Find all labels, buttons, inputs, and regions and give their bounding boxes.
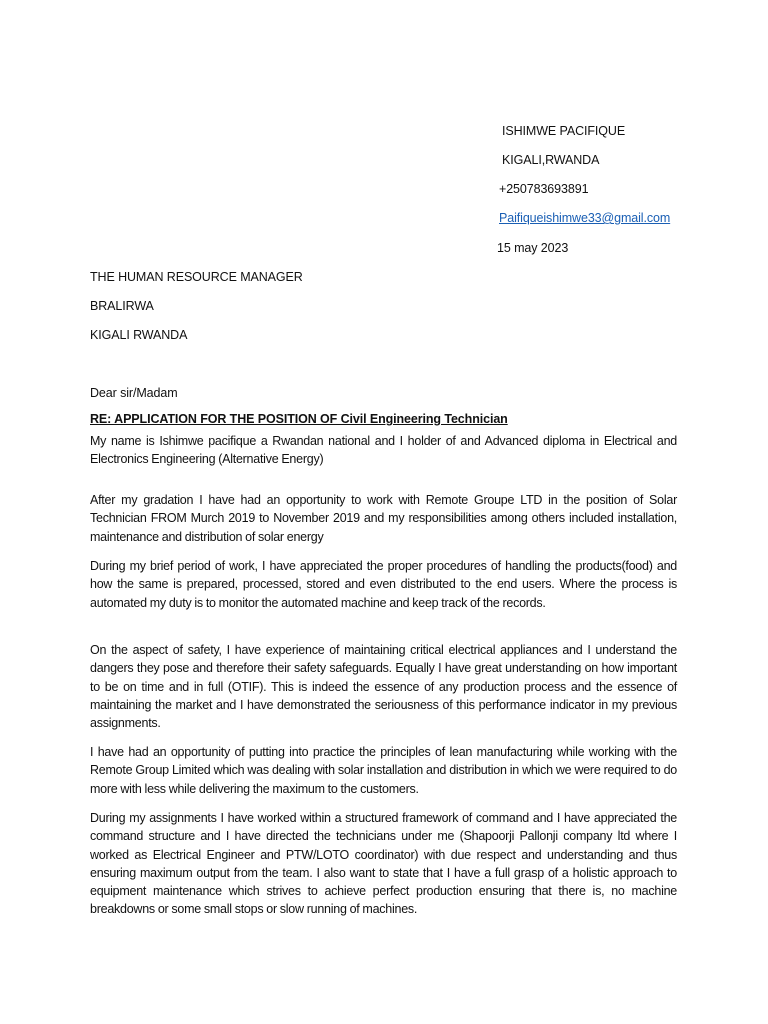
sender-city: KIGALI,RWANDA [502, 153, 600, 167]
sender-email-link[interactable]: Paifiqueishimwe33@gmail.com [499, 211, 671, 225]
sender-email-wrap [499, 210, 670, 226]
sender-phone: +250783693891 [499, 182, 589, 196]
body-paragraph: During my brief period of work, I have appreciated the proper procedures of handling the products(food) and how the same is prepared, processed, stored and even distributed to the end users. Where the process is automated my duty is to monitor the automated machine and keep track of the records. [90, 559, 677, 610]
sender-name: ISHIMWE PACIFIQUE [502, 124, 626, 138]
salutation: Dear sir/Madam [90, 386, 178, 400]
body-paragraph: On the aspect of safety, I have experience of maintaining critical electrical appliances and I understand the dangers they pose and therefore their safety safeguards. Equally I have great understanding on how important to be on time and in full (OTIF). This is indeed the essence of any production process and the essence of maintaining the market and I have demonstrated the seriousness of this performance indicator in my previous assignments. [90, 643, 677, 731]
letter-date: 15 may 2023 [497, 241, 569, 255]
body-paragraph: My name is Ishimwe pacifique a Rwandan national and I holder of and Advanced diploma in Electrical and Electronics Engineering (Alternative Energy) [90, 434, 677, 467]
body-paragraph: I have had an opportunity of putting into practice the principles of lean manufacturing while working with the Remote Group Limited which was dealing with solar installation and distribution in which we were required to do more with less while delivering the maximum to the customers. [90, 745, 677, 796]
recipient-company: BRALIRWA [90, 299, 154, 313]
body-paragraph: After my gradation I have had an opportunity to work with Remote Groupe LTD in the position of Solar Technician FROM Murch 2019 to November 2019 and my responsibilities among others included installation, maintenance and distribution of solar energy [90, 493, 677, 544]
subject-line: RE: APPLICATION FOR THE POSITION OF Civil Engineering Technician [90, 412, 508, 426]
recipient-title: THE HUMAN RESOURCE MANAGER [90, 270, 303, 284]
body-paragraph: During my assignments I have worked within a structured framework of command and I have appreciated the command structure and I have directed the technicians under me (Shapoorji Pallonji company ltd where I worked as Electrical Engineer and PTW/LOTO coordinator) with due respect and understanding and thus ensuring maximum output from the team. I also want to state that I have a full grasp of a holistic approach to equipment maintenance which strives to achieve perfect production ensuring that there is, no machine breakdowns or some small stops or slow running of machines. [90, 811, 677, 917]
recipient-location: KIGALI RWANDA [90, 328, 188, 342]
